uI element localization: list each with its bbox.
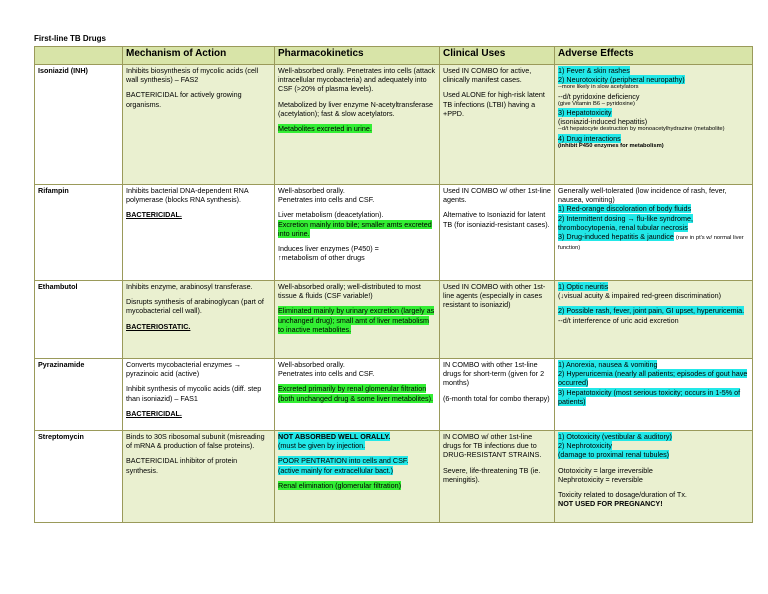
header-mechanism: Mechanism of Action <box>123 47 275 65</box>
text-line: --d/t hepatocyte destruction by monoacetylhydrazine (metabolite) <box>558 126 725 133</box>
highlight-cyan: 3) Hepatotoxicity (most serious toxicity; occurs in 1-5% of patients) <box>558 387 741 406</box>
highlight-cyan: 2) Possible rash, fever, joint pain, GI upset, hyperuricemia. <box>558 306 745 316</box>
header-blank <box>35 47 123 65</box>
drug-name: Rifampin <box>35 185 123 281</box>
highlight-cyan: (active mainly for extracellular bact.) <box>278 465 394 475</box>
header-adverse-effects: Adverse Effects <box>555 47 753 65</box>
highlight-cyan: 1) Fever & skin rashes <box>558 66 630 75</box>
text-line: Well-absorbed orally. <box>278 186 345 195</box>
text-line: Severe, life-threatening TB (ie. meningitis). <box>443 465 541 484</box>
header-row <box>35 47 753 65</box>
text-line: --d/t interference of uric acid excretion <box>558 315 679 325</box>
text-line: (isoniazid-induced hepatitis) <box>558 117 648 127</box>
clinical-uses-cell <box>440 431 555 523</box>
mechanism-cell <box>123 281 275 359</box>
text-line: Generally well-tolerated (low incidence of rash, fever, nausea, vomiting) <box>558 186 727 205</box>
drug-name: Isoniazid (INH) <box>35 65 123 185</box>
clinical-uses-cell <box>440 185 555 281</box>
table-row <box>35 65 753 185</box>
highlight-cyan: 1) Ototoxicity (vestibular & auditory) <box>558 432 672 441</box>
highlight-cyan: 2) Nephrotoxicity <box>558 441 612 451</box>
mechanism-cell <box>123 431 275 523</box>
text-line: (↓visual acuity & impaired red-green discrimination) <box>558 291 721 301</box>
highlight-cyan: 2) Neurotoxicity (peripheral neuropathy) <box>558 75 685 85</box>
table-row <box>35 185 753 281</box>
text-line: --more likely in slow acetylators <box>558 84 639 91</box>
mechanism-cell <box>123 185 275 281</box>
text-line: Nephrotoxicity = reversible <box>558 474 643 484</box>
text-line: Used IN COMBO w/ other 1st-line agents. <box>443 186 551 205</box>
drug-name: Ethambutol <box>35 281 123 359</box>
highlight-cyan: 1) Red-orange discoloration of body fluids <box>558 204 692 214</box>
text-line: Used ALONE for high-risk latent TB infections (LTBI) having a +PPD. <box>443 90 545 118</box>
tb-drugs-table <box>34 46 753 523</box>
highlight-cyan: 4) Drug interactions <box>558 133 621 143</box>
text-line: Inhibits enzyme, arabinosyl transferase. <box>126 282 253 291</box>
text-line: Inhibit synthesis of mycolic acids (diff. step than isoniazid) – FAS1 <box>126 384 262 403</box>
text-line: Toxicity related to dosage/duration of Tx. <box>558 490 687 500</box>
text-line: Binds to 30S ribosomal subunit (misreading of mRNA & production of false proteins). <box>126 432 265 451</box>
table-row <box>35 281 753 359</box>
text-line: (inhibit P450 enzymes for metabolism) <box>558 142 664 149</box>
highlight-green: Excreted primarily by renal glomerular filtration (both unchanged drug & some liver metabolites). <box>278 384 434 403</box>
pharmacokinetics-cell <box>275 65 440 185</box>
text-line: Penetrates into cells and CSF. <box>278 195 375 205</box>
highlight-green: Renal elimination (glomerular filtration) <box>278 480 402 490</box>
highlight-cyan: (must be given by injection. <box>278 441 366 451</box>
adverse-effects-cell <box>555 431 753 523</box>
text-line: Disrupts synthesis of arabinoglycan (part of mycobacterial cell wall). <box>126 297 264 316</box>
text-line: (rare in pt's w/ normal liver function) <box>558 235 744 252</box>
text-line: BACTERICIDAL for actively growing organisms. <box>126 90 242 109</box>
highlight-cyan: 3) Drug-induced hepatitis & jaundice <box>558 232 674 242</box>
text-line: (6-month total for combo therapy) <box>443 393 550 403</box>
table-row <box>35 359 753 431</box>
highlight-cyan: 2) Intermittent dosing → flu-like syndrome, thrombocytopenia, renal tubular necrosis <box>558 213 694 232</box>
pharmacokinetics-cell <box>275 431 440 523</box>
text-line: Well-absorbed orally; well-distributed to most tissue & fluids (CSF variable!) <box>278 282 421 301</box>
text-line: IN COMBO w/ other 1st-line drugs for TB infections due to DRUG-RESISTANT STRAINS. <box>443 432 542 460</box>
text-line: Ototoxicity = large irreversible <box>558 465 653 475</box>
pharmacokinetics-cell <box>275 359 440 431</box>
adverse-effects-cell <box>555 185 753 281</box>
text-line: NOT USED FOR PREGNANCY! <box>558 499 663 509</box>
highlight-cyan: 1) Optic neuritis <box>558 282 609 291</box>
drug-name: Pyrazinamide <box>35 359 123 431</box>
adverse-effects-cell <box>555 359 753 431</box>
highlight-cyan: (damage to proximal renal tubules) <box>558 450 670 460</box>
text-line: BACTERICIDAL. <box>126 408 182 418</box>
header-clinical-uses: Clinical Uses <box>440 47 555 65</box>
header-pharmacokinetics: Pharmacokinetics <box>275 47 440 65</box>
text-line: --d/t pyridoxine deficiency <box>558 91 640 101</box>
highlight-cyan: POOR PENTRATION into cells and CSF. <box>278 456 409 466</box>
text-line: Alternative to Isoniazid for latent TB (for isoniazid-resistant cases). <box>443 210 550 229</box>
highlight-green: Metabolites excreted in urine. <box>278 124 372 134</box>
text-line: Metabolized by liver enzyme N-acetyltransferase (acetylation); fast & slow acetylators. <box>278 99 433 118</box>
highlight-cyan: NOT ABSORBED WELL ORALLY. <box>278 432 391 441</box>
text-line: Penetrates into cells and CSF. <box>278 369 375 379</box>
text-line: ↑metabolism of other drugs <box>278 253 365 263</box>
text-line: Inhibits biosynthesis of mycolic acids (cell wall synthesis) – FAS2 <box>126 66 259 85</box>
adverse-effects-cell <box>555 281 753 359</box>
text-line: BACTERICIDAL inhibitor of protein synthesis. <box>126 456 238 475</box>
text-line: Inhibits bacterial DNA-dependent RNA polymerase (blocks RNA synthesis). <box>126 186 249 205</box>
highlight-green: Eliminated mainly by urinary excretion (largely as unchanged drug); small amt of liver metabolism to inactive metabolites. <box>278 306 435 334</box>
mechanism-cell <box>123 359 275 431</box>
highlight-green: Excretion mainly into bile; smaller amts excreted into urine. <box>278 219 432 238</box>
text-line: Converts mycobacterial enzymes → pyrazinoic acid (active) <box>126 360 242 379</box>
drug-name: Streptomycin <box>35 431 123 523</box>
text-line: (give Vitamin B6 – pyridoxine) <box>558 100 635 107</box>
mechanism-cell <box>123 65 275 185</box>
pharmacokinetics-cell <box>275 281 440 359</box>
text-line: Induces liver enzymes (P450) = <box>278 244 379 254</box>
text-line: BACTERIOSTATIC. <box>126 321 191 331</box>
page-title: First-line TB Drugs <box>34 34 107 43</box>
text-line: IN COMBO with other 1st-line drugs for short-term (given for 2 months) <box>443 360 545 388</box>
text-line: BACTERICIDAL. <box>126 210 182 220</box>
text-line: Used IN COMBO for active, clinically manifest cases. <box>443 66 532 85</box>
text-line: Well-absorbed orally. Penetrates into cells (attack intracellular mycobacteria) and adequately into CSF (>20% of plasma levels). <box>278 66 436 94</box>
clinical-uses-cell <box>440 65 555 185</box>
adverse-effects-cell <box>555 65 753 185</box>
table-row <box>35 431 753 523</box>
clinical-uses-cell <box>440 359 555 431</box>
text-line: Liver metabolism (deacetylation). <box>278 210 384 220</box>
text-line: Well-absorbed orally. <box>278 360 345 369</box>
highlight-cyan: 1) Anorexia, nausea & vomiting <box>558 360 658 369</box>
text-line: Used IN COMBO with other 1st-line agents (especially in cases resistant to isoniazid) <box>443 282 546 310</box>
pharmacokinetics-cell <box>275 185 440 281</box>
highlight-cyan: 3) Hepatotoxicity <box>558 108 612 118</box>
clinical-uses-cell <box>440 281 555 359</box>
highlight-cyan: 2) Hyperuricemia (nearly all patients; episodes of gout have occurred) <box>558 369 748 388</box>
